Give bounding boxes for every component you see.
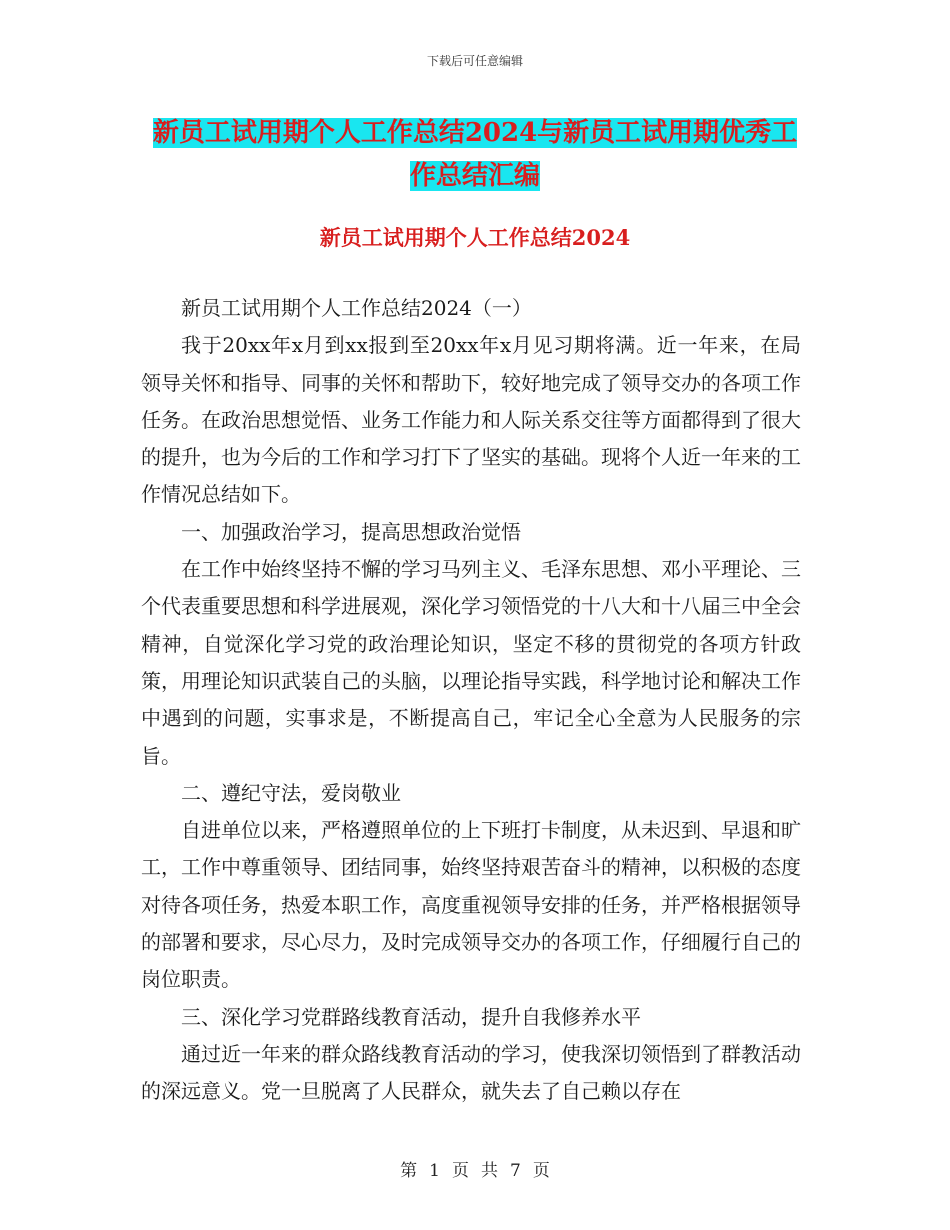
header-note: 下载后可任意编辑 (426, 54, 523, 68)
footer-page-number: 1 (429, 1161, 440, 1181)
footer-ye: 页 (452, 1161, 469, 1181)
paragraph: 我于20xx年x月到xx报到至20xx年x月见习期将满。近一年来，在局领导关怀和指导、同事的关怀和帮助下，较好地完成了领导交办的各项工作任务。在政治思想觉悟、业务工作能力和人际关系交往等方面都得到了很大的提升，也为今后的工作和学习打下了坚实的基础。现将个人近一年来的工作情况总结如下。 (141, 333, 801, 507)
paragraph: 在工作中始终坚持不懈的学习马列主义、毛泽东思想、邓小平理论、三个代表重要思想和科学进展观，深化学习领悟党的十八大和十八届三中全会精神，自觉深化学习党的政治理论知识，坚定不移的贯彻党的各项方针政策，用理论知识武装自己的头脑，以理论指导实践，科学地讨论和解决工作中遇到的问题，实事求是，不断提高自己，牢记全心全意为人民服务的宗旨。 (141, 557, 801, 768)
paragraph: 通过近一年来的群众路线教育活动的学习，使我深切领悟到了群教活动的深远意义。党一旦脱离了人民群众，就失去了自己赖以存在 (141, 1041, 801, 1104)
document-body (141, 290, 801, 1111)
paragraph: 自进单位以来，严格遵照单位的上下班打卡制度，从未迟到、早退和旷工，工作中尊重领导、团结同事，始终坚持艰苦奋斗的精神，以积极的态度对待各项任务，热爱本职工作，高度重视领导安排的任务，并严格根据领导的部署和要求，尽心尽力，及时完成领导交办的各项工作，仔细履行自己的岗位职责。 (141, 818, 801, 992)
document-title-text: 新员工试用期个人工作总结2024与新员工试用期优秀工作总结汇编 (152, 118, 798, 191)
paragraph-intro-heading: 新员工试用期个人工作总结2024（一） (181, 296, 532, 320)
section-heading: 一、加强政治学习，提高思想政治觉悟 (181, 519, 521, 544)
footer-ye2: 页 (532, 1161, 550, 1181)
page-footer (0, 1156, 950, 1181)
footer-total-pages: 7 (510, 1161, 521, 1181)
section-heading: 二、遵纪守法，爱岗敬业 (181, 780, 401, 805)
footer-gong: 共 (481, 1161, 498, 1181)
footer-di: 第 (400, 1161, 418, 1181)
section-heading: 三、深化学习党群路线教育活动，提升自我修养水平 (181, 1004, 641, 1029)
document-title (140, 112, 810, 198)
section-title: 新员工试用期个人工作总结2024 (319, 225, 631, 250)
